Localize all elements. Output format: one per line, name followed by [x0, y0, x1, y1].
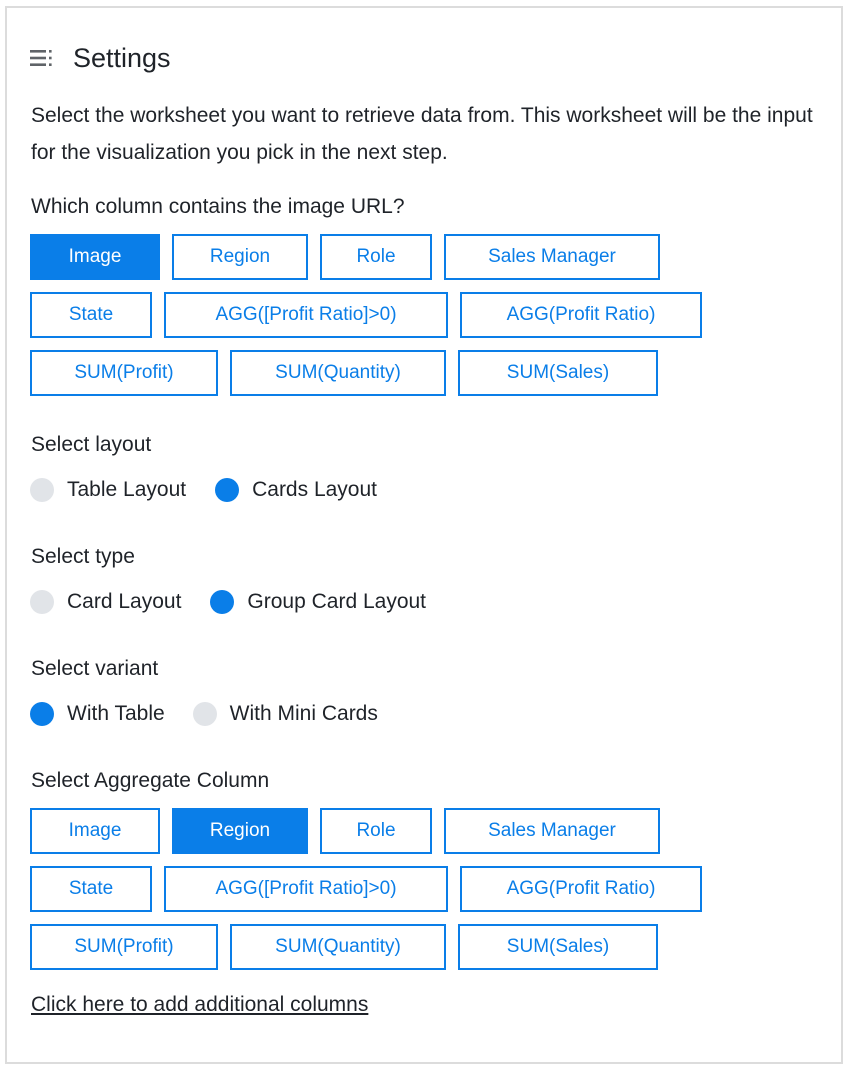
- select-variant-label: Select variant: [31, 657, 159, 680]
- aggregate-option-sum-quantity[interactable]: SUM(Quantity): [230, 924, 446, 970]
- radio-cards-layout[interactable]: [215, 478, 377, 502]
- radio-with-table[interactable]: [30, 702, 165, 726]
- radio-indicator: [210, 590, 234, 614]
- radio-label: With Table: [67, 702, 165, 725]
- image-url-option-image[interactable]: Image: [30, 234, 160, 280]
- image-url-column-label: Which column contains the image URL?: [31, 195, 405, 218]
- menu-list-icon: [30, 48, 54, 68]
- add-columns-link[interactable]: Click here to add additional columns: [31, 993, 369, 1016]
- radio-indicator: [215, 478, 239, 502]
- aggregate-option-sum-profit[interactable]: SUM(Profit): [30, 924, 218, 970]
- radio-group-card-layout[interactable]: [210, 590, 426, 614]
- select-layout-label: Select layout: [31, 433, 152, 456]
- radio-card-layout[interactable]: [30, 590, 181, 614]
- aggregate-option-state[interactable]: State: [30, 866, 152, 912]
- settings-description: Select the worksheet you want to retrieve data from. This worksheet will be the input for the visualization you pick in the next step.: [31, 104, 813, 164]
- image-url-option-role[interactable]: Role: [320, 234, 432, 280]
- aggregate-column-options: [30, 808, 730, 982]
- aggregate-option-agg-profit-ratio-gt0[interactable]: AGG([Profit Ratio]>0): [164, 866, 448, 912]
- image-url-option-sum-sales[interactable]: SUM(Sales): [458, 350, 658, 396]
- image-url-column-options: [30, 234, 730, 408]
- settings-header: [30, 42, 171, 74]
- image-url-option-state[interactable]: State: [30, 292, 152, 338]
- image-url-option-sum-quantity[interactable]: SUM(Quantity): [230, 350, 446, 396]
- aggregate-option-sum-sales[interactable]: SUM(Sales): [458, 924, 658, 970]
- image-url-option-agg-profit-ratio-gt0[interactable]: AGG([Profit Ratio]>0): [164, 292, 448, 338]
- radio-indicator: [30, 590, 54, 614]
- radio-indicator: [30, 702, 54, 726]
- radio-table-layout[interactable]: [30, 478, 186, 502]
- radio-with-mini-cards[interactable]: [193, 702, 378, 726]
- radio-label: Card Layout: [67, 590, 182, 613]
- radio-label: Table Layout: [67, 478, 187, 501]
- aggregate-option-agg-profit-ratio[interactable]: AGG(Profit Ratio): [460, 866, 702, 912]
- radio-label: Group Card Layout: [247, 590, 427, 613]
- radio-indicator: [30, 478, 54, 502]
- page-title: Settings: [73, 42, 171, 73]
- image-url-option-sales-manager[interactable]: Sales Manager: [444, 234, 660, 280]
- aggregate-option-role[interactable]: Role: [320, 808, 432, 854]
- variant-radio-group: [30, 699, 378, 729]
- aggregate-column-label: Select Aggregate Column: [31, 769, 270, 792]
- radio-label: With Mini Cards: [229, 702, 378, 725]
- select-type-label: Select type: [31, 545, 135, 568]
- radio-indicator: [193, 702, 217, 726]
- aggregate-option-region[interactable]: Region: [172, 808, 308, 854]
- aggregate-option-image[interactable]: Image: [30, 808, 160, 854]
- radio-label: Cards Layout: [252, 478, 377, 501]
- image-url-option-sum-profit[interactable]: SUM(Profit): [30, 350, 218, 396]
- aggregate-option-sales-manager[interactable]: Sales Manager: [444, 808, 660, 854]
- type-radio-group: [30, 587, 426, 617]
- image-url-option-region[interactable]: Region: [172, 234, 308, 280]
- layout-radio-group: [30, 475, 377, 505]
- image-url-option-agg-profit-ratio[interactable]: AGG(Profit Ratio): [460, 292, 702, 338]
